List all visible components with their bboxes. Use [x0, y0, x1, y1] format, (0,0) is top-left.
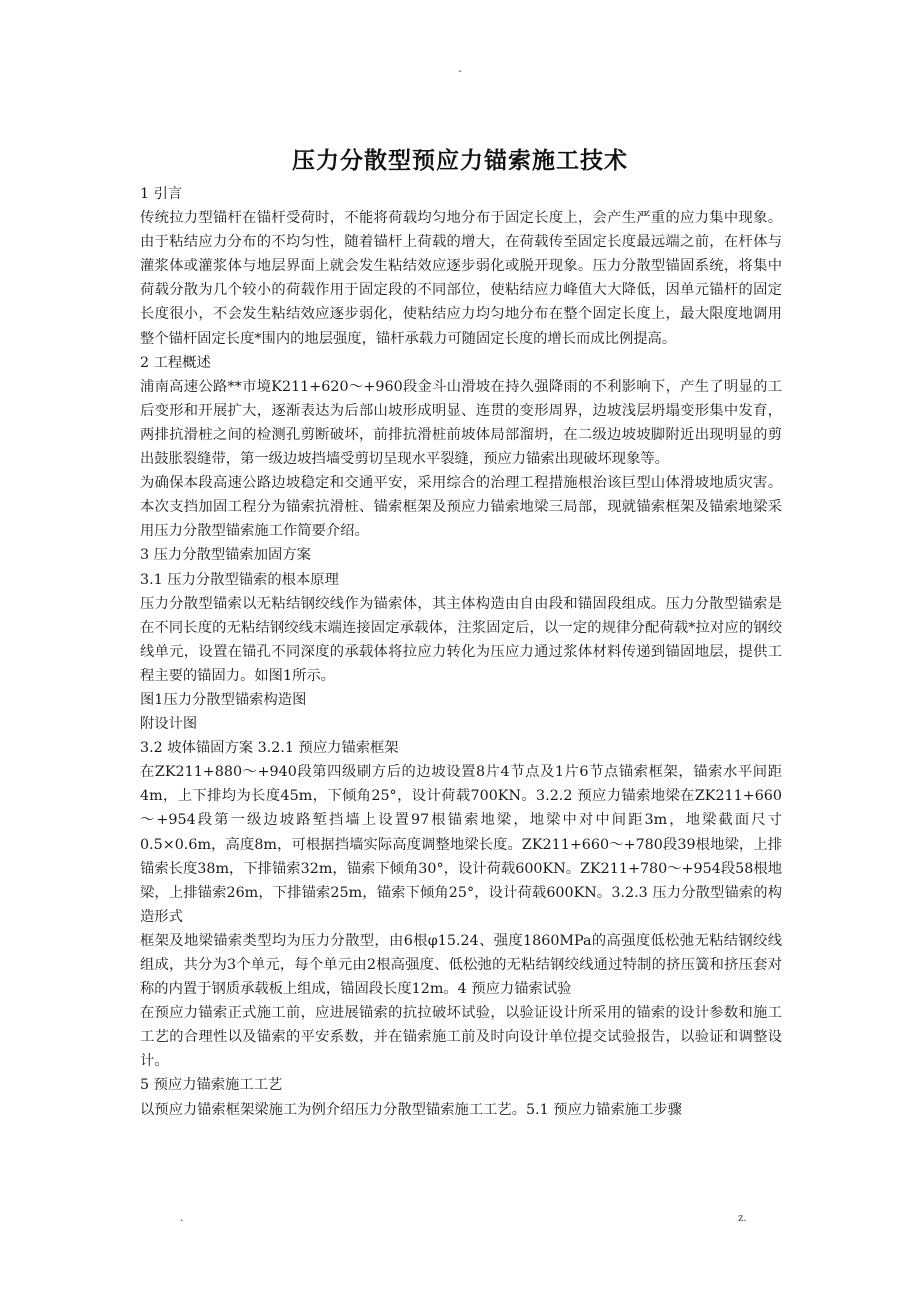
paragraph-slope-anchoring: 在ZK211+880～+940段第四级刷方后的边坡设置8片4节点及1片6节点锚索框架，锚索水平间距4m，上下排均为长度45m，下倾角25°，设计荷载700KN。3.2.2 预应力锚索地梁在ZK211+660～+954段第一级边坡路堑挡墙上设置97根锚索地梁，地梁中对中间距3m，地梁截面尺寸0.5×0.6m，高度8m，可根据挡墙实际高度调整地梁长度。ZK211+660～+780段39根地梁，上排锚索长度38m，下排锚索32m，锚索下倾角30°，设计荷载600KN。ZK211+780～+954段58根地梁，上排锚索26m，下排锚索25m，锚索下倾角25°，设计荷载600KN。3.2.3 压力分散型锚索的构造形式: [140, 764, 782, 925]
section-heading-reinforcement-scheme: 3 压力分散型锚索加固方案: [140, 547, 311, 564]
section-heading-introduction: 1 引言: [140, 186, 183, 202]
document-title: 压力分散型预应力锚索施工技术: [292, 147, 628, 174]
paragraph-basic-principle: 压力分散型锚索以无粘结钢绞线作为锚索体，其主体构造由自由段和锚固段组成。压力分散型锚索是在不同长度的无粘结钢绞线末端连接固定承载体，注浆固定后，以一定的规律分配荷载*拉对应的钢绞线单元，设置在锚孔不同深度的承载体将拉应力转化为压应力通过浆体材料传递到锚固地层，提供工程主要的锚固力。如图1所示。: [140, 595, 782, 684]
document-body: [140, 182, 782, 1122]
section-heading-construction-process: 5 预应力锚索施工工艺: [140, 1077, 283, 1094]
paragraph-project-overview: 浦南高速公路**市境K211+620～+960段金斗山滑坡在持久强降雨的不利影响下，产生了明显的工后变形和开展扩大，逐渐表达为后部山坡形成明显、连贯的变形周界，边坡浅层坍塌变形集中发育，两排抗滑桩之间的检测孔剪断破坏，前排抗滑桩前坡体局部溜坍，在二级边坡坡脚附近出现明显的剪出鼓胀裂缝带，第一级边坡挡墙受剪切呈现水平裂缝，预应力锚索出现破坏现象等。: [140, 378, 782, 468]
subsection-heading-slope-anchoring: 3.2 坡体锚固方案 3.2.1 预应力锚索框架: [140, 740, 399, 757]
figure-note: 附设计图: [140, 716, 198, 733]
page-footer-left: .: [180, 1213, 184, 1224]
paragraph-project-scope: 为确保本段高速公路边坡稳定和交通平安，采用综合的治理工程措施根治该巨型山体滑坡地质灾害。本次支挡加固工程分为锚索抗滑桩、锚索框架及预应力锚索地梁三局部，现就锚索框架及锚索地梁采用压力分散型锚索施工作简要介绍。: [140, 475, 782, 540]
page-footer-right: z.: [738, 1213, 747, 1224]
paragraph-introduction: 传统拉力型锚杆在锚杆受荷时，不能将荷载均匀地分布于固定长度上，会产生严重的应力集中现象。由于粘结应力分布的不均匀性，随着锚杆上荷载的增大，在荷载传至固定长度最远端之前，在杆体与灌浆体或灌浆体与地层界面上就会发生粘结效应逐步弱化或脱开现象。压力分散型锚固系统，将集中荷载分散为几个较小的荷载作用于固定段的不同部位，使粘结应力峰值大大降低，因单元锚杆的固定长度很小，不会发生粘结效应逐步弱化，使粘结应力均匀地分布在整个固定长度上，最大限度地调用整个锚杆固定长度*围内的地层强度，锚杆承载力可随固定长度的增长而成比例提高。: [140, 210, 782, 347]
subsection-heading-basic-principle: 3.1 压力分散型锚索的根本原理: [140, 571, 339, 588]
page-header-mark: -: [458, 66, 462, 77]
paragraph-construction-process: 以预应力锚索框架梁施工为例介绍压力分散型锚索施工工艺。5.1 预应力锚索施工步骤: [140, 1101, 682, 1118]
section-heading-project-overview: 2 工程概述: [140, 354, 211, 371]
paragraph-anchor-testing: 在预应力锚索正式施工前，应进展锚索的抗拉破坏试验，以验证设计所采用的锚索的设计参数和施工工艺的合理性以及锚索的平安系数，并在锚索施工前及时向设计单位提交试验报告，以验证和调整设计。: [140, 1005, 782, 1070]
figure-caption: 图1压力分散型锚索构造图: [140, 691, 307, 708]
paragraph-anchor-structure: 框架及地梁锚索类型均为压力分散型，由6根φ15.24、强度1860MPa的高强度低松弛无粘结钢绞线组成，共分为3个单元，每个单元由2根高强度、低松弛的无粘结钢绞线通过特制的挤压簧和挤压套对称的内置于钢质承载板上组成，锚固段长度12m。4 预应力锚索试验: [140, 932, 782, 998]
